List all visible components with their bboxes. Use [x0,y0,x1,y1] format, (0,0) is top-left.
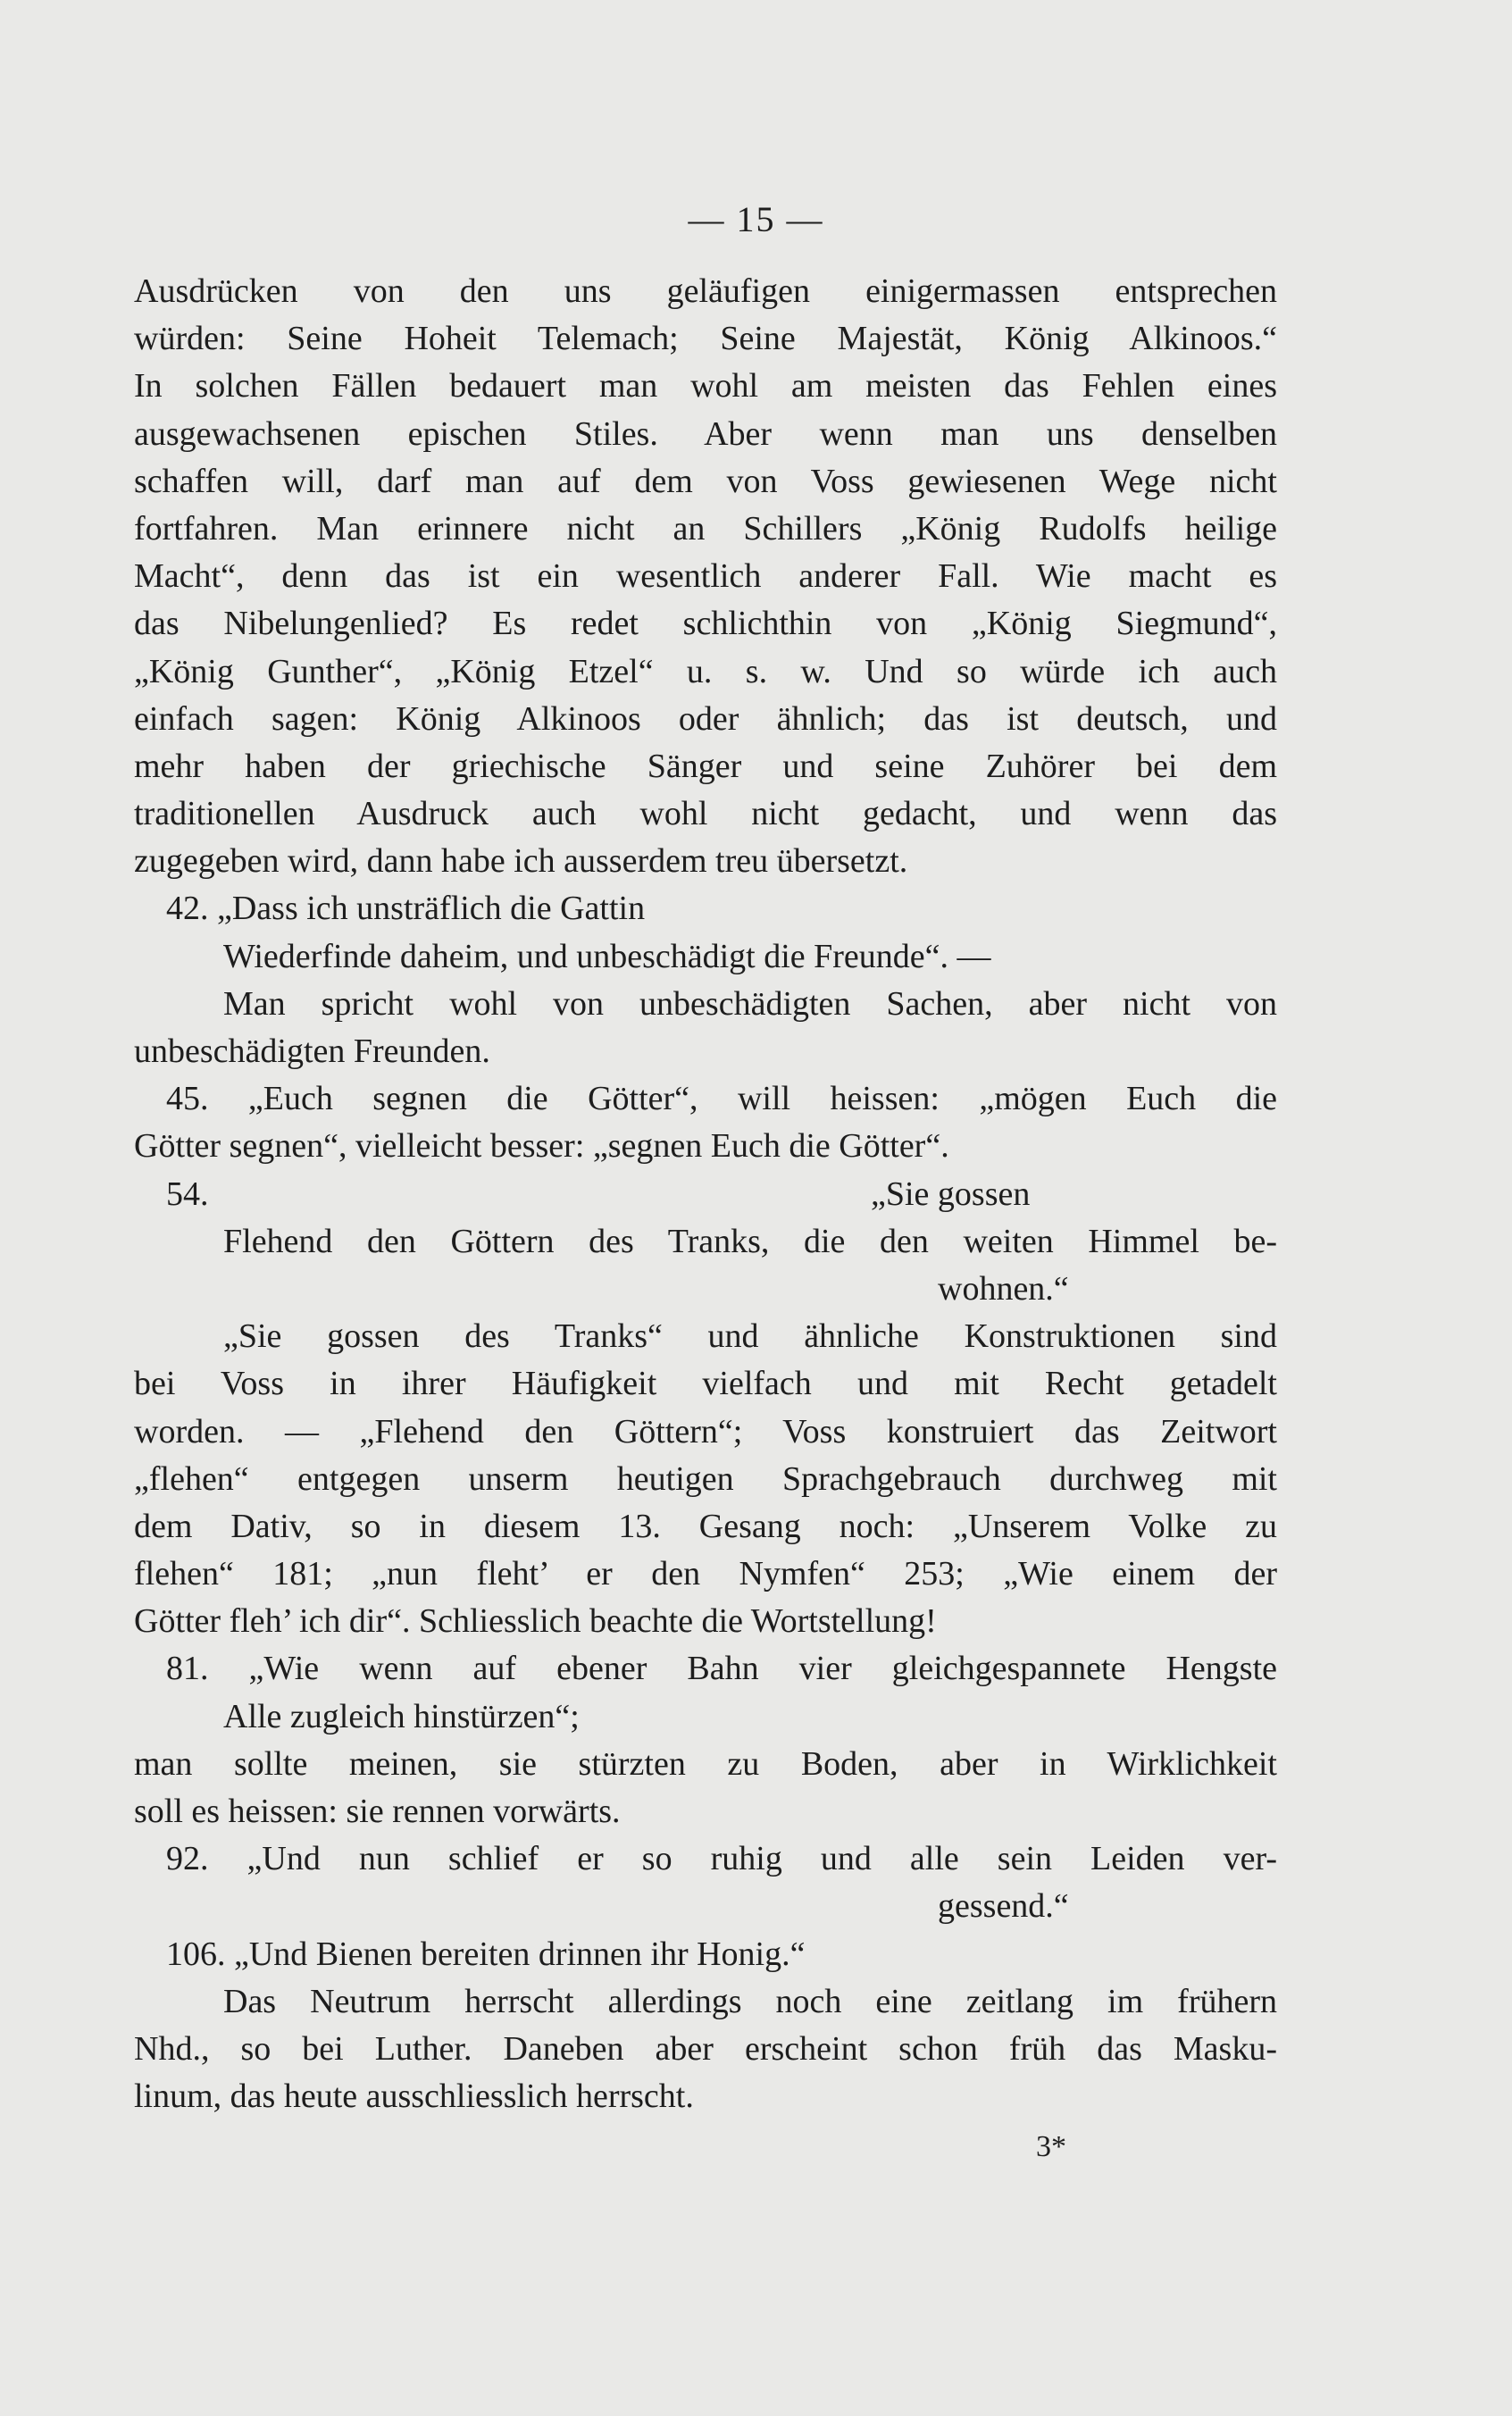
verse-number-line: 81. „Wie wenn auf ebener Bahn vier gleichgespannete Hengste [166,1650,1277,1688]
page-number-header: — 15 — [688,199,824,239]
text-line: Macht“, denn das ist ein wesentlich anderer Fall. Wie macht es [134,557,1277,596]
signature-mark: 3* [1036,2130,1066,2163]
verse-quote-line: wohnen.“ [938,1269,1069,1308]
verse-number-line: 106. „Und Bienen bereiten drinnen ihr Honig.“ [166,1935,806,1973]
text-line: zugegeben wird, dann habe ich ausserdem treu übersetzt. [134,842,908,881]
text-line: „Sie gossen des Tranks“ und ähnliche Konstruktionen sind [223,1317,1277,1356]
text-line: unbeschädigten Freunden. [134,1032,490,1070]
text-line: Ausdrücken von den uns geläufigen einigermassen entsprechen [134,272,1277,310]
text-line: In solchen Fällen bedauert man wohl am meisten das Fehlen eines [134,367,1277,405]
verse-number-line: 45. „Euch segnen die Götter“, will heissen: „mögen Euch die [166,1080,1277,1118]
body-text: Ausdrücken von den uns geläufigen einigermassen entsprechen würden: Seine Hoheit Telemach; Seine Majestät, König Alkinoos.“ In solchen Fällen bedauert man wohl am meisten das Fehlen eines ausgewachsenen epischen Stiles. Aber wenn man uns denselben schaffen will, darf man auf dem von Voss gewiesenen Wege nicht fortfahren. Man erinnere nicht an Schillers „König Rudolfs heilige Macht“, denn das ist ein wesentlich anderer Fall. Wie macht es das Nibelungenlied? Es redet schlichthin von „König Siegmund“, „König Gunther“, „König Etzel“ u. s. w. Und so würde ich auch einfach sagen: König Alkinoos oder ähnlich; das ist deutsch, und mehr haben der griechische Sänger und seine Zuhörer bei dem traditionellen Ausdruck auch wohl nicht gedacht, und wenn das zugegeben wird, dann habe ich ausserdem treu übersetzt. 42. „Dass ich unsträflich die Gattin Wiederfinde daheim, und unbeschädigt die Freunde“. — Man spricht wohl von unbeschädigten Sachen, aber nicht von unbeschädigten Freunden. 45. „Euch segnen die Götter“, will heissen: „mögen Euch die Götter segnen“, vielleicht besser: „segnen Euch die Götter“. 54. „Sie gossen Flehend den Göttern des Tranks, die den weiten Himmel be- wohnen.“ „Sie gossen des Tranks“ und ähnliche Konstruktionen sind bei Voss in ihrer Häufigkeit vielfach und mit Recht getadelt worden. — „Flehend den Göttern“; Voss konstruiert das Zeitwort „flehen“ entgegen unserm heutigen Sprachgebrauch durchweg mit dem Dativ, so in diesem 13. Gesang noch: „Unserem Volke zu flehen“ 181; „nun fleht’ er den Nymfen“ 253; „Wie einem der Götter fleh’ ich dir“. Schliesslich beachte die Wortstellung! 81. „Wie wenn auf ebener Bahn vier gleichgespannete Hengste Alle zugleich hinstürzen“; man sollte meinen, sie stürzten zu Boden, aber in Wirklichkeit soll es heissen: sie rennen vorwärts. 92. „Und nun schlief er so ruhig und alle sein Leiden ver- gessend.“ 106. „Und Bienen bereiten drinnen ihr Honig.“ Das Neutrum herrscht allerdings noch eine zeitlang im frühern Nhd., so bei Luther. Daneben aber erscheint schon früh das Masku- linum, das heute ausschliesslich herrscht. [134,268,1277,2120]
verse-quote-line: Flehend den Göttern des Tranks, die den weiten Himmel be- [223,1222,1277,1260]
text-line: „König Gunther“, „König Etzel“ u. s. w. Und so würde ich auch [134,652,1277,690]
verse-quote-line: Wiederfinde daheim, und unbeschädigt die Freunde“. — [223,937,991,975]
text-line: flehen“ 181; „nun fleht’ er den Nymfen“ 253; „Wie einem der [134,1555,1277,1593]
text-line: Götter fleh’ ich dir“. Schliesslich beachte die Wortstellung! [134,1602,937,1641]
text-line: schaffen will, darf man auf dem von Voss gewiesenen Wege nicht [134,462,1277,500]
text-line: das Nibelungenlied? Es redet schlichthin von „König Siegmund“, [134,605,1277,643]
text-line: Götter segnen“, vielleicht besser: „segnen Euch die Götter“. [134,1127,949,1166]
text-line: traditionellen Ausdruck auch wohl nicht gedacht, und wenn das [134,795,1277,833]
text-line: Nhd., so bei Luther. Daneben aber erscheint schon früh das Masku- [134,2029,1277,2068]
text-line: soll es heissen: sie rennen vorwärts. [134,1793,621,1830]
text-line: fortfahren. Man erinnere nicht an Schillers „König Rudolfs heilige [134,509,1277,548]
verse-quote-line: „Sie gossen [871,1175,1031,1213]
text-line: mehr haben der griechische Sänger und seine Zuhörer bei dem [134,747,1277,785]
text-line: linum, das heute ausschliesslich herrscht. [134,2077,694,2116]
text-line: worden. — „Flehend den Göttern“; Voss konstruiert das Zeitwort [134,1412,1277,1450]
verse-quote-line: gessend.“ [938,1887,1069,1926]
text-line: man sollte meinen, sie stürzten zu Boden, aber in Wirklichkeit [134,1744,1277,1783]
text-line: „flehen“ entgegen unserm heutigen Sprachgebrauch durchweg mit [134,1459,1277,1498]
text-line: bei Voss in ihrer Häufigkeit vielfach und mit Recht getadelt [134,1365,1277,1403]
text-line: ausgewachsenen epischen Stiles. Aber wenn man uns denselben [134,414,1277,453]
text-line: Man spricht wohl von unbeschädigten Sachen, aber nicht von [223,984,1277,1023]
text-line: würden: Seine Hoheit Telemach; Seine Majestät, König Alkinoos.“ [134,320,1277,358]
text-line: Das Neutrum herrscht allerdings noch eine zeitlang im frühern [223,1982,1277,2020]
verse-quote-line: Alle zugleich hinstürzen“; [223,1697,580,1735]
verse-number-line: 42. „Dass ich unsträflich die Gattin [166,890,646,928]
text-line: einfach sagen: König Alkinoos oder ähnlich; das ist deutsch, und [134,699,1277,738]
text-line: dem Dativ, so in diesem 13. Gesang noch: „Unserem Volke zu [134,1507,1277,1545]
verse-number-line: 92. „Und nun schlief er so ruhig und alle sein Leiden ver- [166,1840,1277,1878]
